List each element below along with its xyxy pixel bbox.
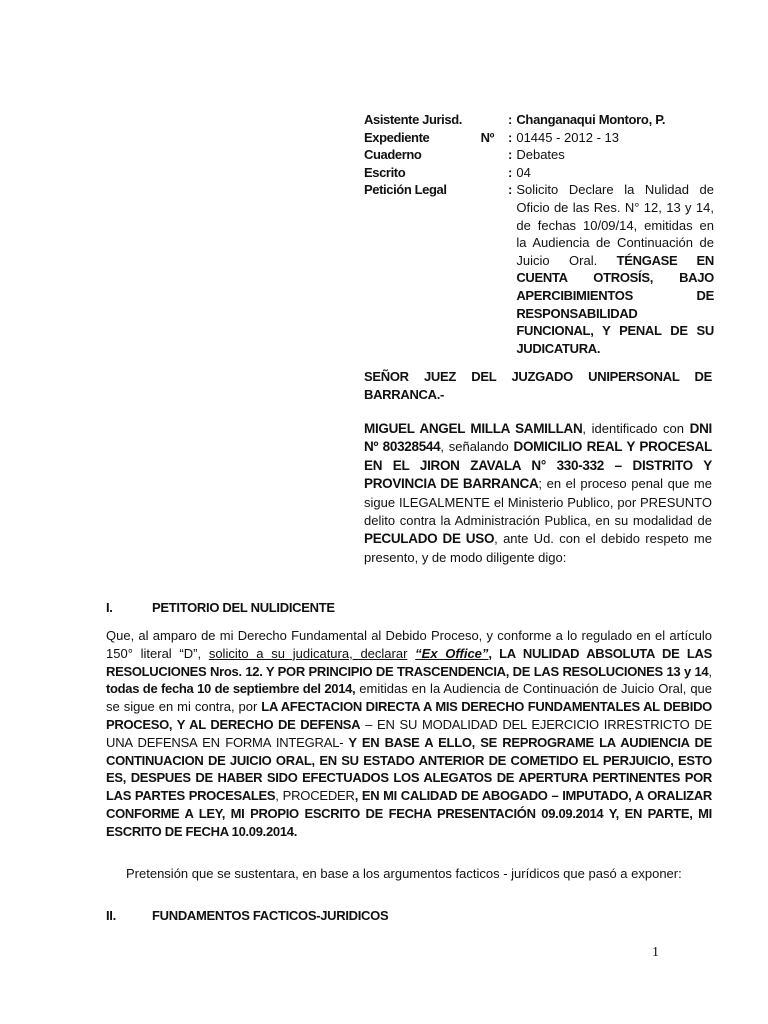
petitorio-bold: LA AFECTACION DIRECTA A MIS DERECHO FUNDAMENTALES AL DEBIDO PROCESO, Y AL DERECHO DE DEFENSA <box>106 699 712 732</box>
meta-row-expediente <box>364 129 714 147</box>
presunto: PRESUNTO <box>640 494 712 510</box>
ilegalmente: ILEGALMENTE <box>398 494 490 510</box>
cuaderno-value: Debates <box>516 147 565 163</box>
expediente-number-sign: Nº <box>480 129 494 145</box>
colon: : <box>508 112 513 127</box>
section-title: PETITORIO DEL NULIDICENTE <box>152 600 335 615</box>
section-number: II. <box>106 908 116 923</box>
petitorio-text: emitidas en la Audiencia de Continuación de Juicio Oral, que se sigue en mi contra, por <box>106 681 713 715</box>
cuaderno-label: Cuaderno <box>364 147 422 163</box>
section-heading-petitorio <box>106 600 335 615</box>
asistente-label: Asistente Jurisd. <box>364 112 462 127</box>
petitorio-bold: Y EN BASE A ELLO, SE REPROGRAME LA AUDIENCIA DE CONTINUACION DE JUICIO ORAL, EN SU ESTADO ANTERIOR DE COMETIDO EL PERJUICIO, ESTO ES, DESPUES DE HABER SIDO EFECTUADOS LOS ALEGATOS DE APERTURA PERTINENTES POR LAS PARTES PROCESALES <box>106 734 712 804</box>
petitorio-text: , <box>708 663 712 679</box>
petitorio-bold: , LA NULIDAD ABSOLUTA DE LAS RESOLUCIONES Nros. 12. Y POR PRINCIPIO DE TRASCENDENCIA, DE LAS RESOLUCIONES 13 y 14 <box>106 645 712 679</box>
asistente-value: Changanaqui Montoro, P. <box>516 112 666 127</box>
peticion-bold: TÉNGASE EN CUENTA OTROSÍS, BAJO APERCIBIMIENTOS DE RESPONSABILIDAD FUNCIONAL, Y PENAL DE SU JUDICATURA. <box>516 252 714 356</box>
meta-row-peticion <box>364 181 714 357</box>
colon: : <box>508 182 513 198</box>
section-title: FUNDAMENTOS FACTICOS-JURIDICOS <box>152 908 389 923</box>
intro-text: el Ministerio Publico, por <box>489 494 640 510</box>
expediente-value: 01445 - 2012 - 13 <box>516 129 619 145</box>
petitorio-bold: todas de fecha 10 de septiembre del 2014, <box>106 681 356 697</box>
peticion-value <box>516 181 714 357</box>
section-heading-fundamentos <box>106 908 388 923</box>
petitorio-text <box>407 646 415 661</box>
dni: DNI Nº 80328544 <box>364 421 712 455</box>
petitioner-name: MIGUEL ANGEL MILLA SAMILLAN <box>364 421 583 436</box>
meta-row-escrito <box>364 164 714 182</box>
domicilio: DOMICILIO REAL Y PROCESAL EN EL JIRON ZAVALA N° 330-332 – DISTRITO Y PROVINCIA DE BARRANCA <box>364 439 713 492</box>
page-number: 1 <box>652 945 659 960</box>
peticion-text: Solicito Declare la Nulidad de Oficio de las Res. N° 12, 13 y 14, de fechas 10/09/14, emitidas en la Audiencia de Continuación de Juicio Oral. <box>516 182 714 268</box>
ex-office: “Ex Office” <box>415 645 489 661</box>
addressee: SEÑOR JUEZ DEL JUZGADO UNIPERSONAL DE BARRANCA.- <box>364 369 712 402</box>
peticion-label: Petición Legal <box>364 182 447 198</box>
petitorio-paragraph <box>106 627 712 841</box>
peculado: PECULADO DE USO <box>364 531 495 547</box>
escrito-label: Escrito <box>364 164 406 180</box>
expediente-label-group <box>364 129 494 147</box>
intro-text: ; en el proceso penal que me sigue <box>364 476 712 510</box>
pretension-paragraph: Pretensión que se sustentara, en base a los argumentos facticos - jurídicos que pasó a exponer: <box>126 866 682 881</box>
petitorio-underlined: solicito a su judicatura, declarar <box>208 645 408 661</box>
colon: : <box>508 129 513 145</box>
petitorio-text: Que, al amparo de mi Derecho Fundamental al Debido Proceso, y conforme a lo regulado en el artículo 150° literal “D”, <box>106 628 712 661</box>
meta-row-cuaderno <box>364 146 714 164</box>
intro-text: , señalando <box>440 439 514 455</box>
petitorio-text: , PROCEDER <box>275 788 355 804</box>
intro-paragraph <box>364 420 712 567</box>
intro-text: delito contra la Administración Publica, en su modalidad de <box>364 513 712 529</box>
intro-text: , ante Ud. con el debido respeto me presento, y de modo diligente digo: <box>364 531 712 565</box>
petitorio-bold: , EN MI CALIDAD DE ABOGADO – IMPUTADO, A ORALIZAR CONFORME A LEY, MI PROPIO ESCRITO DE FECHA PRESENTACIÓN 09.09.2014 Y, EN PARTE, MI ESCRITO DE FECHA 10.09.2014. <box>106 788 713 839</box>
case-metadata <box>364 111 714 357</box>
expediente-label: Expediente <box>364 129 430 145</box>
section-number: I. <box>106 600 113 615</box>
colon: : <box>508 164 513 180</box>
meta-row-asistente <box>364 111 714 129</box>
petitorio-text: – EN SU MODALIDAD DEL EJERCICIO IRRESTRICTO DE UNA DEFENSA EN FORMA INTEGRAL- <box>106 716 712 750</box>
intro-text: , identificado con <box>582 421 690 436</box>
colon: : <box>508 147 513 163</box>
escrito-value: 04 <box>516 164 531 180</box>
